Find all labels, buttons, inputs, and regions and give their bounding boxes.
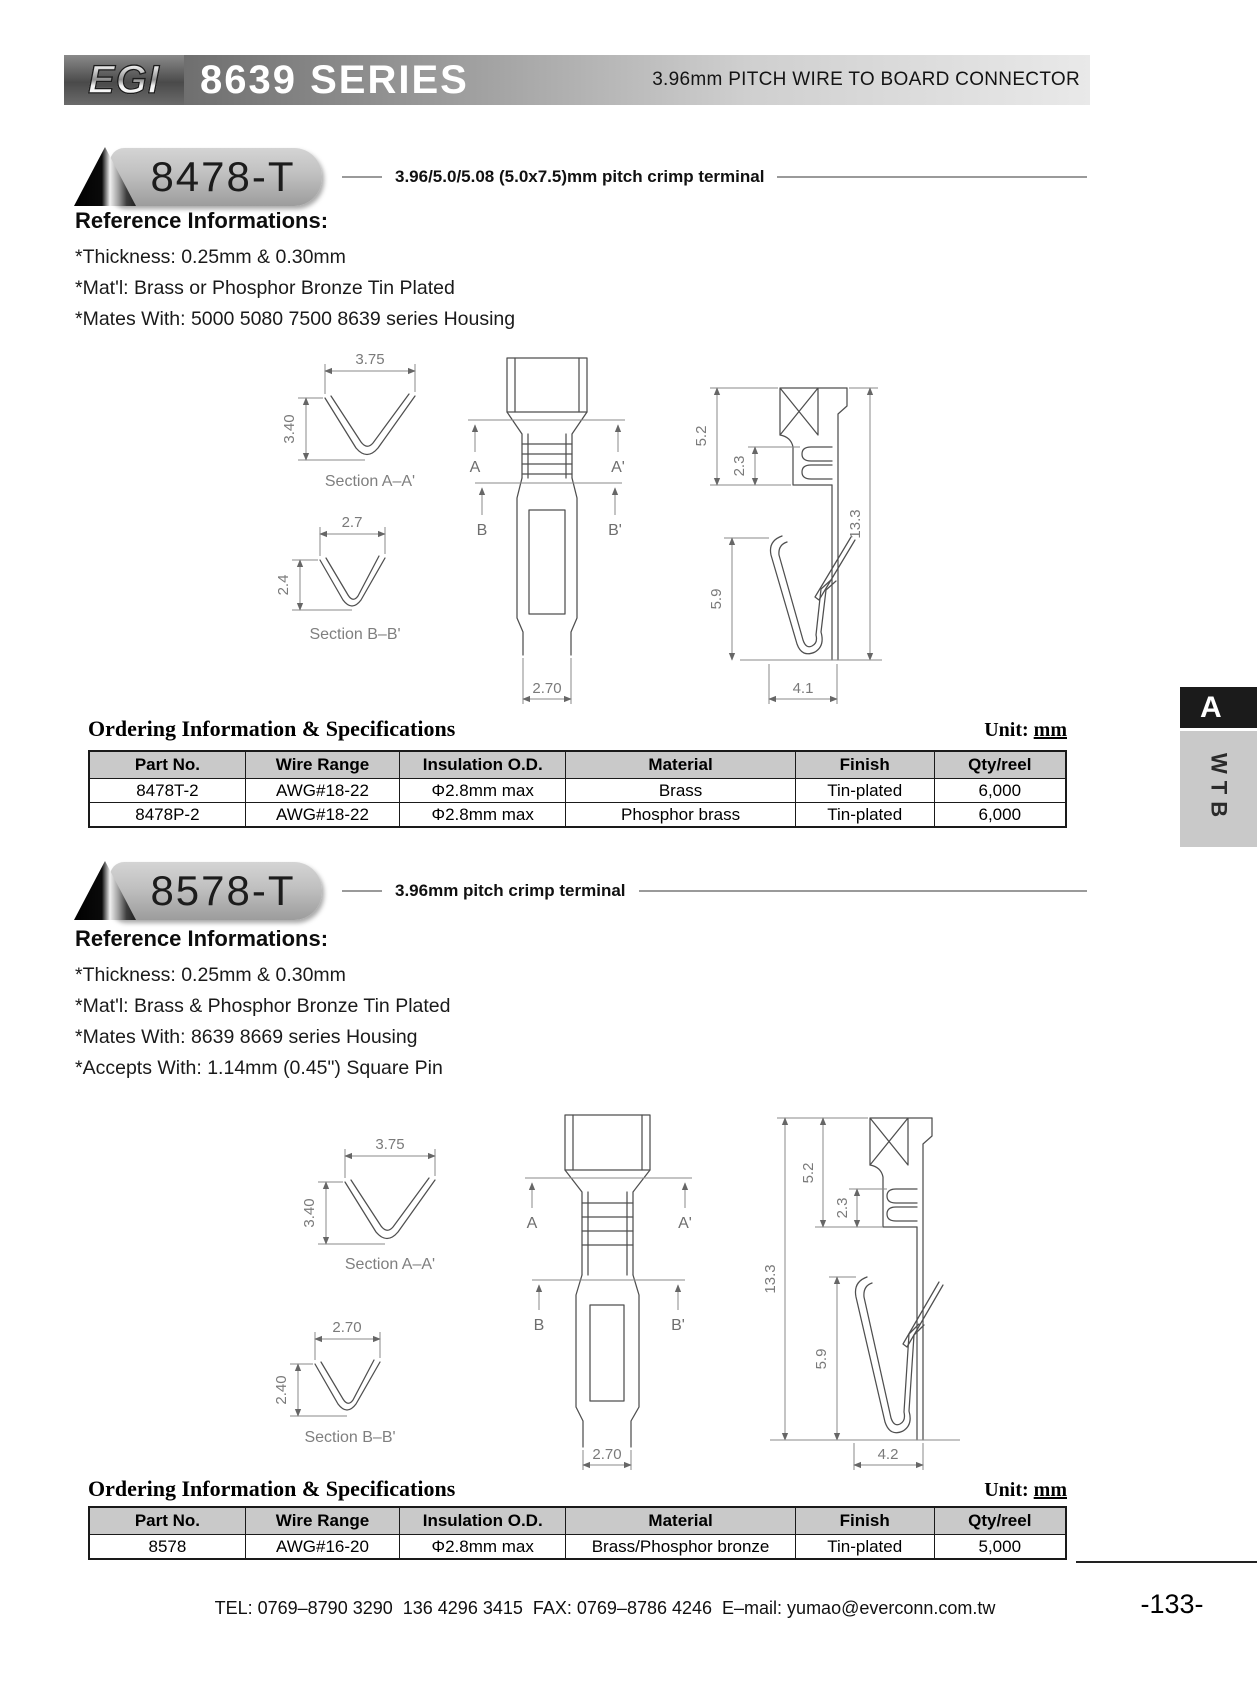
front-view	[468, 358, 625, 704]
series-bar	[184, 55, 1090, 105]
table-cell: 6,000	[934, 779, 1066, 803]
table-cell: Φ2.8mm max	[400, 803, 566, 828]
page-number: -133-	[1140, 1589, 1204, 1619]
unit-value: mm	[1033, 719, 1067, 741]
triangle-icon	[74, 861, 136, 921]
dimension-label: 2.70	[532, 680, 562, 697]
section-bb-view	[273, 1319, 396, 1446]
tagline: 3.96mm pitch crimp terminal	[395, 881, 626, 900]
dimension-label: 5.9	[708, 588, 725, 610]
column-header: Finish	[795, 751, 934, 779]
section-label: Section A–A'	[344, 1256, 436, 1273]
dimension-label: 5.9	[813, 1348, 830, 1370]
spec-table-8478	[88, 750, 1067, 828]
table-row	[89, 803, 1066, 828]
dimension-label: 3.40	[301, 1198, 318, 1228]
table-cell: Tin-plated	[795, 1535, 934, 1560]
dimension-label: 2.70	[592, 1446, 622, 1463]
column-header: Qty/reel	[934, 1507, 1066, 1535]
table-title: Ordering Information & Specifications	[88, 1476, 456, 1501]
side-tab-wtb	[1180, 731, 1257, 847]
triangle-icon	[74, 147, 136, 207]
table-cell: 8478P-2	[89, 803, 245, 828]
side-tab-wtb-label: WTB	[1206, 753, 1232, 825]
series-title: 8639 SERIES	[200, 57, 469, 102]
section-mark: B'	[608, 522, 622, 539]
tagline-rule-right	[639, 890, 1087, 892]
table-cell: Φ2.8mm max	[400, 779, 566, 803]
table-cell: Brass	[566, 779, 796, 803]
technical-drawing-8578	[260, 1085, 1110, 1475]
unit-label	[984, 1479, 1067, 1502]
dimension-label: 2.7	[341, 514, 363, 531]
section-aa-view	[301, 1136, 435, 1273]
dimension-label: 2.3	[834, 1197, 851, 1219]
table-cell: Phosphor brass	[566, 803, 796, 828]
egi-logo	[64, 55, 184, 105]
section-mark: B'	[671, 1317, 685, 1334]
section-label: Section B–B'	[304, 1429, 396, 1446]
table-cell: AWG#18-22	[245, 803, 399, 828]
tagline-rule-left	[342, 176, 382, 178]
section-mark: A'	[611, 459, 625, 476]
reference-list	[75, 960, 451, 1084]
column-header: Part No.	[89, 751, 245, 779]
side-tab-letter: A	[1180, 687, 1257, 728]
table-title-row	[88, 1476, 1067, 1502]
dimension-label: 13.3	[762, 1264, 779, 1294]
section-mark: B	[533, 1317, 545, 1334]
table-cell: Tin-plated	[795, 779, 934, 803]
section-mark: A	[526, 1215, 538, 1232]
technical-drawing-8478	[270, 348, 1100, 713]
section-aa-view	[281, 351, 415, 490]
dimension-label: 3.75	[375, 1136, 405, 1153]
column-header: Wire Range	[245, 1507, 399, 1535]
column-header: Finish	[795, 1507, 934, 1535]
table-cell: AWG#18-22	[245, 779, 399, 803]
table-cell: Tin-plated	[795, 803, 934, 828]
part-badge-row-8478	[74, 146, 1087, 208]
dimension-label: 5.2	[800, 1162, 817, 1184]
table-cell: AWG#16-20	[245, 1535, 399, 1560]
egi-logo-text: EGI	[84, 58, 164, 103]
table-row	[89, 1535, 1066, 1560]
column-header: Material	[566, 1507, 796, 1535]
part-badge	[110, 148, 322, 206]
dimension-label: 4.2	[877, 1446, 899, 1463]
reference-line: *Accepts With: 1.14mm (0.45") Square Pin	[75, 1057, 443, 1079]
part-badge-row-8578	[74, 860, 1087, 922]
column-header: Insulation O.D.	[400, 1507, 566, 1535]
dimension-label: 3.75	[355, 351, 385, 368]
reference-title: Reference Informations:	[75, 208, 329, 233]
section-bb-view	[275, 514, 401, 643]
reference-line: *Thickness: 0.25mm & 0.30mm	[75, 246, 346, 268]
column-header: Part No.	[89, 1507, 245, 1535]
table-cell: Brass/Phosphor bronze	[566, 1535, 796, 1560]
tagline-rule-right	[777, 176, 1087, 178]
table-title-row	[88, 716, 1067, 742]
section-mark: B	[476, 522, 488, 539]
header-bar	[64, 55, 1090, 105]
tagline-rule-left	[342, 890, 382, 892]
reference-title: Reference Informations:	[75, 926, 329, 951]
reference-line: *Mates With: 5000 5080 7500 8639 series Housing	[75, 308, 516, 330]
section-label: Section A–A'	[324, 473, 416, 490]
dimension-label: 5.2	[693, 425, 710, 447]
dimension-label: 2.3	[731, 455, 748, 477]
footer-rule	[1076, 1561, 1257, 1563]
column-header: Qty/reel	[934, 751, 1066, 779]
dimension-label: 4.1	[792, 680, 814, 697]
section-mark: A'	[678, 1215, 692, 1232]
table-cell: 8578	[89, 1535, 245, 1560]
table-cell: 5,000	[934, 1535, 1066, 1560]
part-number: 8578-T	[150, 867, 296, 914]
table-header-row	[89, 1507, 1066, 1535]
dimension-label: 2.70	[332, 1319, 362, 1336]
dimension-label: 13.3	[847, 509, 864, 539]
spec-table-8578	[88, 1506, 1067, 1560]
footer-contact: TEL: 0769–8790 3290 136 4296 3415 FAX: 0769–8786 4246 E–mail: yumao@everconn.com.tw	[214, 1598, 996, 1618]
section-mark: A	[469, 459, 481, 476]
unit-label	[984, 719, 1067, 742]
unit-value: mm	[1033, 1479, 1067, 1501]
table-header-row	[89, 751, 1066, 779]
dimension-label: 2.4	[275, 574, 292, 596]
table-cell: Φ2.8mm max	[400, 1535, 566, 1560]
tagline: 3.96/5.0/5.08 (5.0x7.5)mm pitch crimp terminal	[395, 167, 765, 186]
section-label: Section B–B'	[309, 626, 401, 643]
reference-list	[75, 242, 515, 335]
part-number: 8478-T	[150, 153, 296, 200]
table-row	[89, 779, 1066, 803]
reference-line: *Mat'l: Brass & Phosphor Bronze Tin Plated	[75, 995, 451, 1017]
reference-line: *Mat'l: Brass or Phosphor Bronze Tin Plated	[75, 277, 455, 299]
unit-prefix: Unit:	[984, 719, 1029, 741]
column-header: Material	[566, 751, 796, 779]
pitch-subtitle: 3.96mm PITCH WIRE TO BOARD CONNECTOR	[652, 69, 1080, 90]
column-header: Wire Range	[245, 751, 399, 779]
part-badge	[110, 862, 322, 920]
dimension-label: 3.40	[281, 414, 298, 444]
reference-line: *Thickness: 0.25mm & 0.30mm	[75, 964, 346, 986]
front-view	[525, 1115, 692, 1470]
dimension-label: 2.40	[273, 1375, 290, 1405]
table-cell: 8478T-2	[89, 779, 245, 803]
table-cell: 6,000	[934, 803, 1066, 828]
unit-prefix: Unit:	[984, 1479, 1029, 1501]
table-title: Ordering Information & Specifications	[88, 716, 456, 741]
column-header: Insulation O.D.	[400, 751, 566, 779]
side-view	[762, 1118, 960, 1470]
side-view	[693, 388, 882, 704]
reference-line: *Mates With: 8639 8669 series Housing	[75, 1026, 418, 1048]
